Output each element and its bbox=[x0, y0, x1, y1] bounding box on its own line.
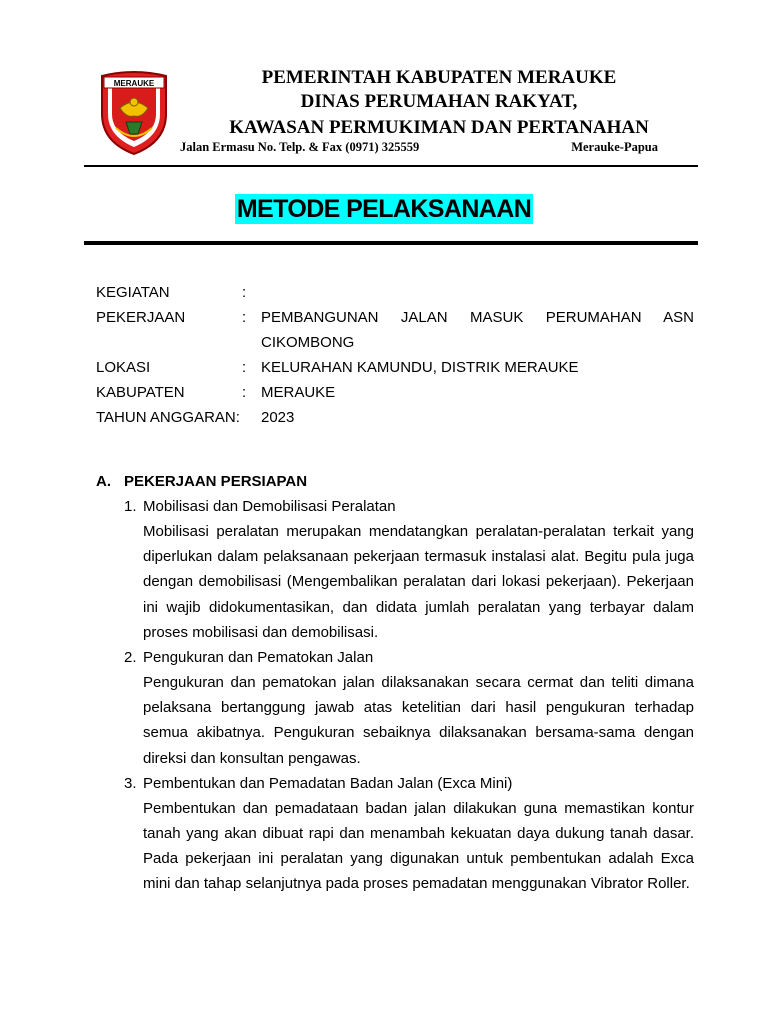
info-value: KELURAHAN KAMUNDU, DISTRIK MERAUKE bbox=[261, 359, 579, 376]
document-title: METODE PELAKSANAAN bbox=[236, 195, 532, 223]
agency-line-government: PEMERINTAH KABUPATEN MERAUKE bbox=[261, 67, 617, 88]
info-row-tahun-anggaran bbox=[96, 405, 694, 430]
info-value: 2023 bbox=[261, 409, 295, 426]
letterhead-divider bbox=[84, 165, 698, 167]
logo-text: MERAUKE bbox=[113, 79, 155, 88]
item-body: Pengukuran dan pematokan jalan dilaksanakan secara cermat dan teliti dimana pelaksana bertanggung jawab atas ketelitian dari hasil pengukuran terhadap semua akibatnya. Pengukuran sebaiknya dilaksanakan bersama-sama dengan direksi dan konsultan pengawas. bbox=[143, 674, 694, 767]
item-title-text: Pembentukan dan Pemadatan Badan Jalan (Exca Mini) bbox=[143, 774, 513, 792]
section-letter: A. bbox=[96, 473, 111, 490]
project-info bbox=[96, 280, 694, 430]
merauke-emblem-icon bbox=[96, 68, 172, 156]
item-body: Pembentukan dan pemadataan badan jalan dilakukan guna memastikan kontur tanah yang akan dibuat rapi dan menambah kekuatan daya dukung tanah dasar. Pada pekerjaan ini peralatan yang digunakan untuk pembentukan adalah Exca mini dan tahap selanjutnya pada proses pemadatan menggunakan Vibrator Roller. bbox=[143, 799, 694, 893]
info-label: KEGIATAN bbox=[96, 284, 170, 301]
info-label: KABUPATEN bbox=[96, 384, 185, 401]
info-colon: : bbox=[242, 284, 247, 301]
info-colon: : bbox=[242, 309, 247, 326]
item-title-text: Mobilisasi dan Demobilisasi Peralatan bbox=[143, 498, 396, 515]
item-title bbox=[124, 645, 694, 670]
info-row-kabupaten bbox=[96, 380, 694, 405]
office-city: Merauke-Papua bbox=[571, 140, 658, 154]
document-title-wrap bbox=[0, 194, 768, 224]
info-row-lokasi bbox=[96, 355, 694, 380]
info-label: PEKERJAAN bbox=[96, 309, 186, 326]
section-title: PEKERJAAN PERSIAPAN bbox=[124, 473, 308, 490]
info-value: MERAUKE bbox=[261, 384, 336, 401]
item-title-text: Pengukuran dan Pematokan Jalan bbox=[143, 649, 374, 667]
agency-line-department-cont: KAWASAN PERMUKIMAN DAN PERTANAHAN bbox=[229, 117, 649, 138]
info-row-kegiatan bbox=[96, 280, 694, 305]
info-value: PEMBANGUNAN JALAN MASUK PERUMAHAN ASN CIKOMBONG bbox=[261, 309, 694, 351]
info-colon: : bbox=[242, 359, 247, 376]
item-body: Mobilisasi peralatan merupakan mendatangkan peralatan-peralatan terkait yang diperlukan dalam pelaksanaan pekerjaan termasuk instalasi alat. Begitu pula juga dengan demobilisasi (Mengembalikan peralatan dari lokasi pekerjaan). Pekerjaan ini wajib didokumentasikan, dan didata jumlah peralatan yang terbayar dalam proses mobilisasi dan demobilisasi. bbox=[143, 523, 694, 641]
item-number: 3. bbox=[124, 774, 137, 792]
item-title bbox=[124, 494, 694, 519]
section-pekerjaan-persiapan bbox=[96, 469, 694, 897]
section-heading bbox=[96, 469, 694, 494]
item-number: 2. bbox=[124, 649, 137, 667]
title-divider bbox=[84, 241, 698, 245]
info-label: TAHUN ANGGARAN: bbox=[96, 409, 240, 426]
item-number: 1. bbox=[124, 498, 137, 515]
info-colon: : bbox=[242, 384, 247, 401]
item-title bbox=[124, 771, 694, 796]
letterhead-contact-row bbox=[180, 140, 698, 156]
info-label: LOKASI bbox=[96, 359, 151, 376]
agency-line-department: DINAS PERUMAHAN RAKYAT, bbox=[300, 91, 578, 112]
letterhead bbox=[84, 60, 698, 166]
info-row-pekerjaan bbox=[96, 305, 694, 355]
office-address: Jalan Ermasu No. Telp. & Fax (0971) 325559 bbox=[180, 140, 420, 154]
